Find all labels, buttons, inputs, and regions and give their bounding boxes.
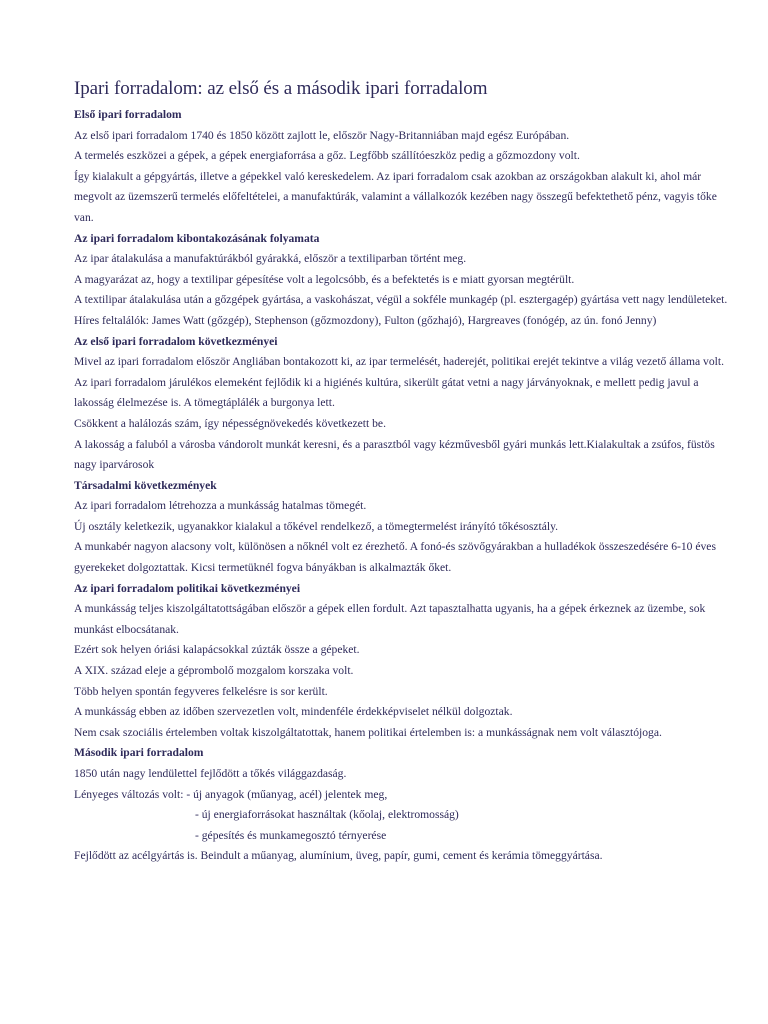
paragraph: Mivel az ipari forradalom először Angliában bontakozott ki, az ipar termelését, haderejét, politikai erejét tekintve a világ vezető állama volt. xyxy=(74,355,724,369)
paragraph: A XIX. század eleje a géprombolő mozgalom korszaka volt. xyxy=(74,664,354,678)
paragraph: Az első ipari forradalom 1740 és 1850 között zajlott le, először Nagy-Britanniában majd egész Európában. xyxy=(74,128,570,142)
document-page xyxy=(74,76,734,867)
paragraph: A termelés eszközei a gépek, a gépek energiaforrása a gőz. Legfőbb szállítóeszköz pedig a gőzmozdony volt. xyxy=(74,149,580,163)
paragraph: Híres feltalálók: James Watt (gőzgép), Stephenson (gőzmozdony), Fulton (gőzhajó), Hargreaves (fonógép, az ún. fonó Jenny) xyxy=(74,313,657,327)
paragraph: A munkásság teljes kiszolgáltatottságában először a gépek ellen fordult. Azt tapasztalhatta ugyanis, ha a gépek érkeznek az üzembe, sok munkást elbocsátanak. xyxy=(74,602,706,636)
paragraph: Fejlődött az acélgyártás is. Beindult a műanyag, alumínium, üveg, papír, gumi, cement és kerámia tömeggyártása. xyxy=(74,849,603,863)
paragraph: A munkabér nagyon alacsony volt, különösen a nőknél volt ez érezhető. A fonó-és szövőgyárakban a hulladékok összeszedésére 6-10 éves gyerekeket dolgoztattak. Kicsi termetüknél fogva bányákban is alkalmazták őket. xyxy=(74,540,716,575)
paragraph: A lakosság a faluból a városba vándorolt munkát keresni, és a parasztból vagy kézművesből gyári munkás lett.Kialakultak a zsúfos, füstös nagy iparvárosok xyxy=(74,437,715,472)
paragraph: Több helyen spontán fegyveres felkelésre is sor került. xyxy=(74,684,328,698)
paragraph: Így kialakult a gépgyártás, illetve a gépekkel való kereskedelem. Az ipari forradalom csak azokban az országokban alakult ki, ahol már megvolt az üzemszerű termelés előfeltételei, a manufaktúrák, valamint a vállalkozók kezében nagy összegű befektethető pénz, vagyis tőke van. xyxy=(74,169,717,224)
paragraph: Az ipari forradalom létrehozza a munkásság hatalmas tömegét. xyxy=(74,499,367,513)
paragraph: Az ipari forradalom járulékos elemeként fejlődik ki a higiénés kultúra, sikerült gátat vetni a nagy járványoknak, e mellett pedig javul a lakosság élelmezése is. A tömegtáplálék a burgonya lett. xyxy=(74,375,699,410)
list-item xyxy=(74,805,734,826)
paragraph: A magyarázat az, hogy a textilipar gépesítése volt a legolcsóbb, és a befektetés is e miatt gyorsan megtérült. xyxy=(74,272,575,286)
page-title: Ipari forradalom: az első és a második ipari forradalom xyxy=(74,78,488,99)
paragraph: Nem csak szociális értelemben voltak kiszolgáltatottak, hanem politikai értelemben is: a munkásságnak nem volt választójoga. xyxy=(74,725,662,739)
paragraph: Lényeges változás volt: - új anyagok (műanyag, acél) jelentek meg, xyxy=(74,787,388,801)
paragraph: Ezért sok helyen óriási kalapácsokkal zúzták össze a gépeket. xyxy=(74,643,360,657)
list-item-text: - új energiaforrásokat használtak (kőolaj, elektromosság) xyxy=(195,808,459,822)
paragraph: Csökkent a halálozás szám, így népességnövekedés következett be. xyxy=(74,416,386,430)
list-item-text: - gépesítés és munkamegosztó térnyerése xyxy=(195,828,387,842)
section-heading: Társadalmi következmények xyxy=(74,478,217,492)
section-heading: Az ipari forradalom politikai következményei xyxy=(74,581,301,595)
paragraph: A textilipar átalakulása után a gőzgépek gyártása, a vaskohászat, végül a sokféle munkagép (pl. esztergagép) gyártása vett nagy lendületeket. xyxy=(74,293,728,307)
section-heading: Második ipari forradalom xyxy=(74,746,204,760)
paragraph: A munkásság ebben az időben szervezetlen volt, mindenféle érdekképviselet nélkül dolgoztak. xyxy=(74,705,513,719)
section-heading: Első ipari forradalom xyxy=(74,108,182,121)
paragraph: Az ipar átalakulása a manufaktúrákból gyárakká, először a textiliparban történt meg. xyxy=(74,252,467,266)
paragraph: Új osztály keletkezik, ugyanakkor kialakul a tőkével rendelkező, a tömegtermelést irányító tőkésosztály. xyxy=(74,519,559,533)
section-heading: Az első ipari forradalom következményei xyxy=(74,334,278,348)
section-heading: Az ipari forradalom kibontakozásának folyamata xyxy=(74,231,320,245)
paragraph: 1850 után nagy lendülettel fejlődött a tőkés világgazdaság. xyxy=(74,767,347,780)
list-item xyxy=(74,826,734,847)
